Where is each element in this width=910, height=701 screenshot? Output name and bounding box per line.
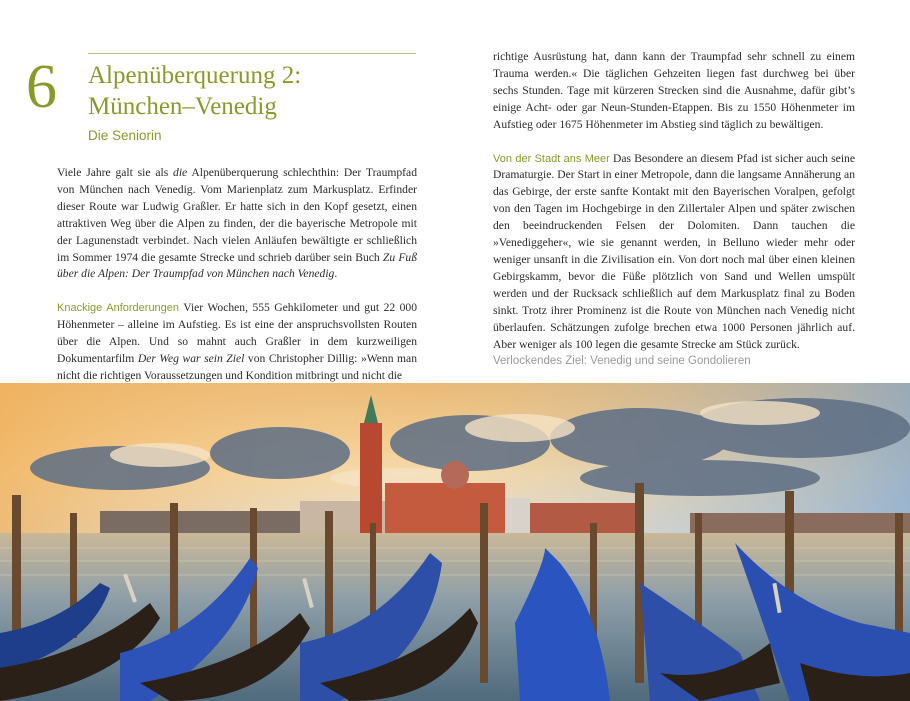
chapter-title-line1: Alpenüberquerung 2: (88, 62, 302, 89)
kicker-city-to-sea: Von der Stadt ans Meer (493, 152, 610, 165)
film-title: Der Weg war sein Ziel (137, 352, 245, 366)
chapter-subtitle: Die Seniorin (88, 128, 162, 143)
right-text-column (493, 49, 855, 353)
text-run: Alpenüberquerung schlechthin: Der Traumpfad von München nach Venedig. Vom Marienplatz zum Markusplatz. Erfinder dieser Route war Ludwig Graßler. Er hatte sich in den Kopf gesetzt, einen attraktiven Weg über die Alpen zu finden, der die bayerische Metropole mit der Lagunenstadt verbindet. Nach vielen Anläufen bewältigte er schließlich im Sommer 1974 die gesamte Strecke und schrieb darüber sein Buch (57, 166, 417, 264)
paragraph-continuation: richtige Ausrüstung hat, dann kann der Traumpfad sehr schnell zu einem Trauma werden.« Die täglichen Gehzeiten liegen fast durchweg bei über sechs Stunden. Tage mit kürzeren Strecken sind die Ausnahme, dafür gibt’s einige Acht- oder gar Neun-Stunden-Etappen. Bis zu 1550 Höhenmeter im Aufstieg oder 1675 Höhenmeter im Abstieg sind täglich zu bewältigen. (493, 50, 855, 131)
text-emphasis: die (173, 166, 188, 179)
paragraph-intro (57, 165, 417, 283)
paragraph-dramaturgy (493, 151, 855, 354)
text-run: . (334, 267, 338, 281)
text-run: von Christopher Dillig: »Wenn man nicht die richtigen Voraussetzungen und Kondition mitbringt und nicht die (57, 352, 417, 382)
photo-caption: Verlockendes Ziel: Venedig und seine Gondolieren (493, 355, 751, 367)
text-run: Vier Wochen, 555 Gehkilometer und gut 22 000 Höhenmeter – alleine im Aufstieg. Es ist eine der anspruchsvollsten Routen über die Alpen. Und so mahnt auch Graßler in dem kurzweiligen Dokumentarfilm (57, 301, 417, 366)
book-title: Zu Fuß über die Alpen: Der Traumpfad von München nach Venedig (57, 250, 417, 281)
paragraph-gap (57, 283, 417, 300)
paragraph-gap (493, 134, 855, 151)
text-run: Das Besondere an diesem Pfad ist sicher auch seine Dramaturgie. Der Start in einer Metropole, dann die langsame Annäherung an das Gebirge, der erste sanfte Kontakt mit den Bayerischen Voralpen, gefolgt von den Tagen im Hochgebirge in den Zillertaler Alpen und später zwischen den beeindruckenden Felsen der Dolomiten. Dann tauchen die »Venediggeher«, wie sie genannt werden, in Belluno wieder mehr oder weniger unsanft in die Zivilisation ein. Von dort noch mal über einen kleinen Gebirgskamm, bevor die Füße plötzlich von Sand und Wellen umspült werden und der Rucksack schließlich auf dem Markusplatz final zu Boden sinkt. Trotz ihrer Prominenz ist die Route von München nach Venedig nicht überlaufen. Schätzungen zufolge brechen etwa 1000 Personen jährlich auf. Aber weniger als 100 legen die gesamte Strecke am Stück zurück. (493, 151, 855, 351)
chapter-title (88, 60, 428, 122)
title-rule (88, 53, 416, 54)
kicker-requirements: Knackige Anforderungen (57, 302, 180, 315)
chapter-number: 6 (26, 53, 57, 121)
left-text-column (57, 165, 417, 385)
venice-gondolas-photo (0, 383, 910, 701)
photo-illustration (0, 383, 910, 701)
chapter-title-line2: München–Venedig (88, 93, 277, 120)
text-run: Viele Jahre galt sie als (57, 166, 174, 179)
paragraph-requirements (57, 300, 417, 385)
